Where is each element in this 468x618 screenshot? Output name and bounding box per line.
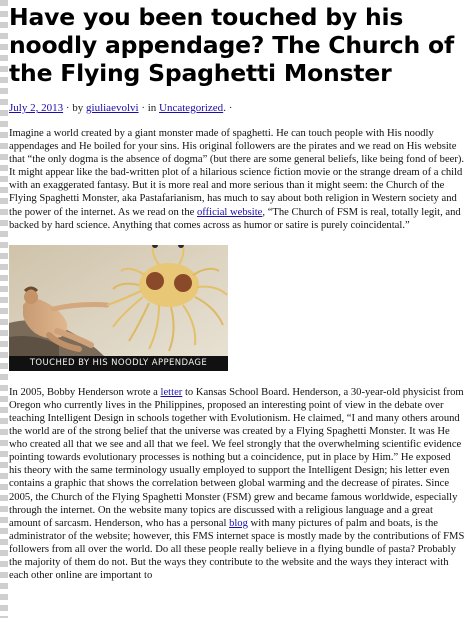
image-caption: TOUCHED BY HIS NOODLY APPENDAGE	[9, 356, 228, 371]
paragraph-text: , “The Church of FSM is real, totally legit, and backed by hard science. Anything that comes across as humor or satire is purely coincidental.”	[9, 206, 461, 231]
paragraph-text: Imagine a world created by a giant monster made of spaghetti. He can touch people with His noodly appendages and He boiled for your sins. His original followers are the pirates and we read on His website that “the only dogma is the absence of dogma” (but there are some general beliefs, like being fond of beer). It might appear like the bad-written plot of a hilarious science fiction movie or the strange dream of a child with an exaggerated fantasy. But it is more real and more serious than it might seem: the Church of the Flying Spaghetti Monster, aka Pastafarianism, has much to say about both religion in Western society and the power of the internet. As we read on the	[9, 128, 465, 218]
post-title: Have you been touched by his noodly appendage? The Church of the Flying Spaghetti Monster	[9, 3, 455, 87]
left-gutter	[0, 0, 8, 618]
fsm-illustration	[9, 245, 228, 371]
meta-trail: . ·	[223, 102, 233, 114]
paragraph-intro	[9, 127, 465, 232]
author-link[interactable]: giuliaevolvi	[86, 102, 139, 114]
blog-link[interactable]: blog	[229, 517, 248, 529]
post-date-link[interactable]: July 2, 2013	[9, 102, 64, 114]
category-link[interactable]: Uncategorized	[159, 102, 224, 114]
by-text: · by	[63, 102, 87, 114]
paragraph-text: with many pictures of palm and boats, is the administrator of the website; however, this FMS internet space is mostly made by the contributions of FMS followers from all over the world. Do all these people really believe in a flying bundle of pasta? Probably the majority of them do not. But the ways they contribute to the website and the ways they interact with each other online are important to	[9, 517, 465, 582]
post-image[interactable]	[9, 245, 228, 371]
post-article	[9, 0, 465, 582]
paragraph-text: In 2005, Bobby Henderson wrote a	[9, 386, 161, 398]
paragraph-text: to Kansas School Board. Henderson, a 30-year-old physicist from Oregon who currently lives in the Philippines, proposed an interesting point of view in the debate over teaching Intelligent Design in schools together with Evolutionism. He claimed, “I and many others around the world are of the strong belief that the universe was created by a Flying Spaghetti Monster. It was He who created all that we see and all that we feel. We feel strongly that the overwhelming scientific evidence pointing towards evolutionary processes is nothing but a coincidence, put in place by Him.” He exposed his theory with the same terminology usually employed to support the Intelligent Design; his letter even contains a graphic that shows the correlation between global warming and the decrease of pirates. Since 2005, the Church of the Flying Spaghetti Monster (FSM) grew and became famous worldwide, especially through the internet. On the website many topics are discussed with a religious language and a great amount of sarcasm. Henderson, who has a personal	[9, 386, 464, 529]
letter-link[interactable]: letter	[160, 386, 183, 398]
post-meta	[9, 101, 465, 115]
in-text: · in	[138, 102, 160, 114]
paragraph-history	[9, 386, 465, 582]
official-website-link[interactable]: official website	[196, 206, 263, 218]
